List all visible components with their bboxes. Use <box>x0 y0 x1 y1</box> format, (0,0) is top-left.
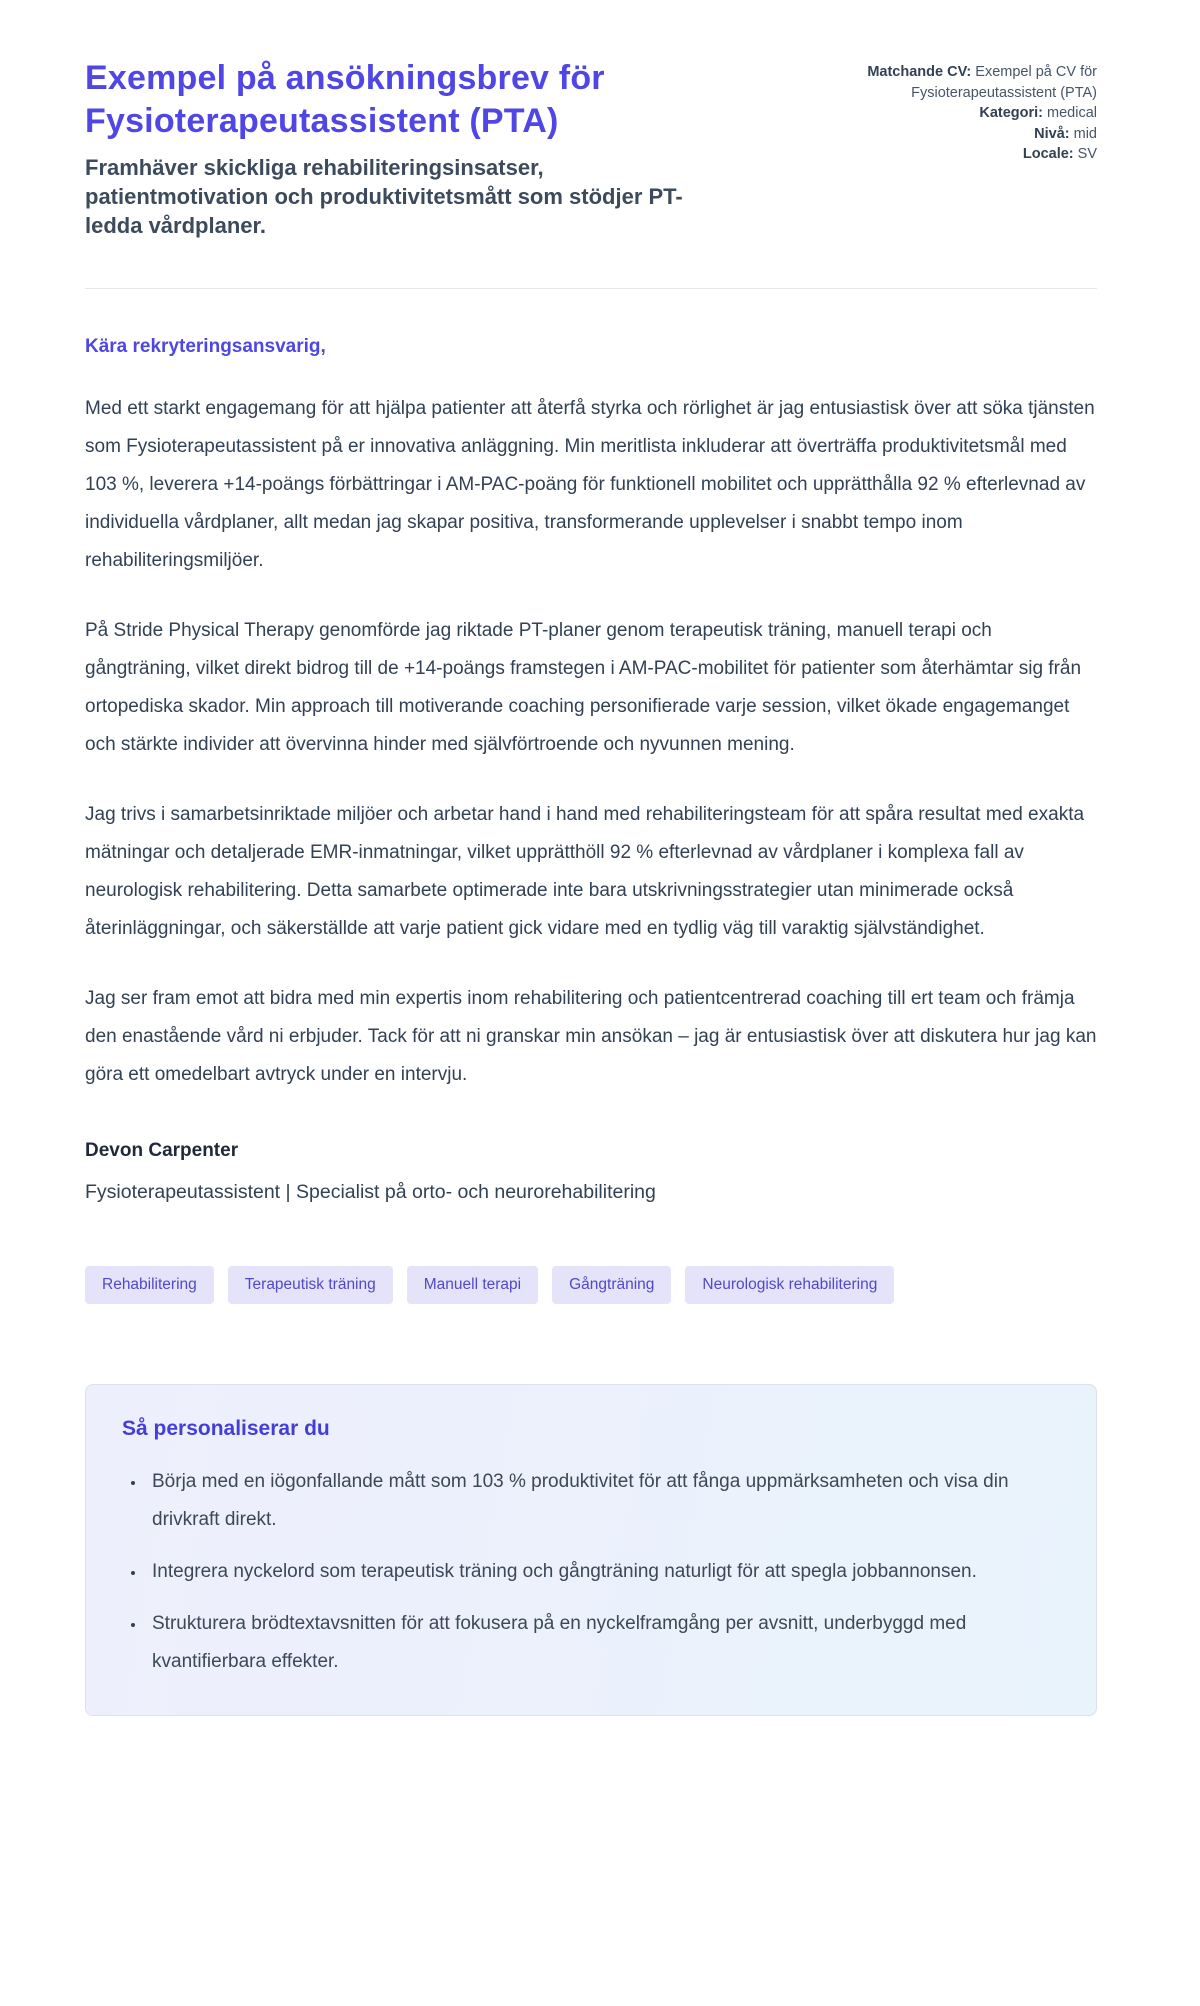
header <box>85 57 1097 240</box>
letter-paragraph: På Stride Physical Therapy genomförde jag riktade PT-planer genom terapeutisk träning, manuell terapi och gångträning, vilket direkt bidrog till de +14-poängs framstegen i AM-PAC-mobilitet för patienter som återhämtar sig från ortopediska skador. Min approach till motiverande coaching personifierade varje session, vilket ökade engagemanget och stärkte individer att övervinna hinder med självförtroende och nyvunnen mening. <box>85 620 1082 756</box>
tip-item: • Strukturera brödtextavsnitten för att fokusera på en nyckelframgång per avsnitt, underbyggd med kvantifierbara effekter. <box>146 1605 1060 1681</box>
meta-value: medical <box>1047 105 1097 122</box>
tip-item: • Börja med en iögonfallande mått som 103 % produktivitet för att fånga uppmärksamheten och visa din drivkraft direkt. <box>146 1463 1060 1539</box>
tag-terapeutisk-traning: Terapeutisk träning <box>228 1266 393 1304</box>
tips-title: Så personaliserar du <box>122 1416 330 1440</box>
meta-label: Kategori: <box>979 105 1043 122</box>
meta-locale <box>832 144 1097 165</box>
meta-value: Exempel på CV för Fysioterapeutassistent (PTA) <box>911 64 1097 101</box>
page-subtitle: Framhäver skickliga rehabiliteringsinsatser, patientmotivation och produktivitetsmått som stödjer PT-ledda vårdplaner. <box>85 154 683 239</box>
meta-matching-cv <box>832 62 1097 103</box>
letter-greeting: Kära rekryteringsansvarig, <box>85 336 326 358</box>
letter-paragraph: Med ett starkt engagemang för att hjälpa patienter att återfå styrka och rörlighet är jag entusiastisk över att söka tjänsten som Fysioterapeutassistent på er innovativa anläggning. Min meritlista inkluderar att överträffa produktivitetsmål med 103 %, leverera +14-poängs förbättringar i AM-PAC-poäng för funktionell mobilitet och upprätthålla 92 % efterlevnad av individuella vårdplaner, allt medan jag skapar positiva, transformerande upplevelser i snabbt tempo inom rehabiliteringsmiljöer. <box>85 398 1095 572</box>
tag-rehabilitering: Rehabilitering <box>85 1266 214 1304</box>
meta-category <box>832 103 1097 124</box>
signature-role: Fysioterapeutassistent | Specialist på orto- och neurorehabilitering <box>85 1181 656 1204</box>
header-divider <box>85 288 1097 289</box>
page-title: Exempel på ansökningsbrev för Fysioterapeutassistent (PTA) <box>85 59 605 140</box>
letter-paragraph: Jag trivs i samarbetsinriktade miljöer och arbetar hand i hand med rehabiliteringsteam för att spåra resultat med exakta mätningar och detaljerade EMR-inmatningar, vilket upprätthöll 92 % efterlevnad av vårdplaner i komplexa fall av neurologisk rehabilitering. Detta samarbete optimerade inte bara utskrivningsstrategier utan minimerade också återinläggningar, och säkerställde att varje patient gick vidare med en tydlig väg till varaktig självständighet. <box>85 804 1085 940</box>
meta-value: mid <box>1073 125 1097 142</box>
tag-neurologisk-rehabilitering: Neurologisk rehabilitering <box>685 1266 894 1304</box>
tips-list <box>122 1463 1060 1681</box>
letter-body <box>85 336 1097 1204</box>
skill-tags <box>85 1266 1097 1304</box>
signature-name: Devon Carpenter <box>85 1140 239 1162</box>
meta-level <box>832 124 1097 145</box>
meta-label: Locale: <box>1022 146 1074 163</box>
meta-panel <box>832 57 1097 165</box>
letter-paragraph: Jag ser fram emot att bidra med min expertis inom rehabilitering och patientcentrerad coaching till ert team och främja den enastående vård ni erbjuder. Tack för att ni granskar min ansökan – jag är entusiastisk över att diskutera hur jag kan göra ett omedelbart avtryck under en intervju. <box>85 988 1097 1086</box>
header-titles <box>85 57 695 240</box>
meta-label: Matchande CV: <box>867 64 972 80</box>
personalization-tips-box <box>85 1384 1097 1716</box>
meta-value: SV <box>1077 146 1097 163</box>
tag-gangtraning: Gångträning <box>552 1266 671 1304</box>
tip-item: • Integrera nyckelord som terapeutisk träning och gångträning naturligt för att spegla jobbannonsen. <box>146 1553 1060 1591</box>
meta-label: Nivå: <box>1034 125 1070 142</box>
tag-manuell-terapi: Manuell terapi <box>407 1266 538 1304</box>
